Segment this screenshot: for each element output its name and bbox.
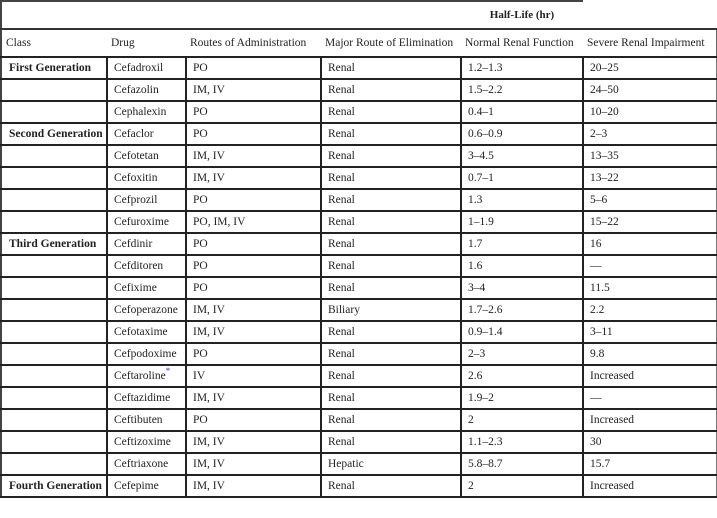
routes-cell-text: PO bbox=[193, 106, 208, 118]
severe-renal-cell-text: 10–20 bbox=[590, 106, 619, 118]
drug-cell bbox=[107, 233, 186, 255]
class-cell bbox=[1, 409, 107, 431]
normal-renal-cell-text: 2–3 bbox=[468, 348, 486, 360]
routes-cell-text: PO, IM, IV bbox=[193, 216, 246, 228]
elimination-cell-text: Renal bbox=[328, 480, 355, 492]
drug-cell-text: Cefadroxil bbox=[114, 62, 164, 74]
normal-renal-cell-text: 0.9–1.4 bbox=[468, 326, 503, 338]
severe-renal-cell-text: 11.5 bbox=[590, 282, 610, 294]
column-header-elimination: Major Route of Elimination bbox=[321, 29, 461, 57]
elimination-cell bbox=[321, 57, 461, 79]
half-life-group-header: Half-Life (hr) bbox=[461, 1, 583, 29]
class-cell bbox=[1, 189, 107, 211]
normal-renal-cell bbox=[461, 79, 583, 101]
normal-renal-cell bbox=[461, 299, 583, 321]
normal-renal-cell bbox=[461, 189, 583, 211]
normal-renal-cell-text: 2 bbox=[468, 480, 474, 492]
drug-cell bbox=[107, 431, 186, 453]
routes-cell bbox=[186, 189, 321, 211]
severe-renal-cell-text: Increased bbox=[590, 370, 635, 382]
drug-cell-text: Ceftibuten bbox=[114, 414, 163, 426]
drug-cell bbox=[107, 79, 186, 101]
drug-cell bbox=[107, 189, 186, 211]
drug-cell bbox=[107, 365, 186, 387]
severe-renal-cell bbox=[583, 189, 717, 211]
table-row bbox=[1, 409, 717, 431]
routes-cell-text: PO bbox=[193, 282, 208, 294]
drug-cell bbox=[107, 475, 186, 497]
elimination-cell-text: Renal bbox=[328, 260, 355, 272]
elimination-cell bbox=[321, 409, 461, 431]
drug-cell bbox=[107, 299, 186, 321]
elimination-cell-text: Renal bbox=[328, 238, 355, 250]
severe-renal-cell-text: 15–22 bbox=[590, 216, 619, 228]
class-cell bbox=[1, 101, 107, 123]
drug-cell bbox=[107, 321, 186, 343]
normal-renal-cell-text: 1.7 bbox=[468, 238, 483, 250]
severe-renal-cell bbox=[583, 409, 717, 431]
elimination-cell bbox=[321, 365, 461, 387]
routes-cell bbox=[186, 431, 321, 453]
drug-cell-text: Cefotaxime bbox=[114, 326, 168, 338]
routes-cell-text: IM, IV bbox=[193, 436, 225, 448]
drug-cell bbox=[107, 255, 186, 277]
normal-renal-cell bbox=[461, 387, 583, 409]
severe-renal-cell-text: 16 bbox=[590, 238, 602, 250]
routes-cell bbox=[186, 321, 321, 343]
drug-cell bbox=[107, 343, 186, 365]
routes-cell bbox=[186, 277, 321, 299]
severe-renal-cell-text: — bbox=[590, 392, 602, 404]
table-row bbox=[1, 79, 717, 101]
routes-cell-text: IM, IV bbox=[193, 326, 225, 338]
routes-cell-text: PO bbox=[193, 348, 208, 360]
table-row bbox=[1, 57, 717, 79]
severe-renal-cell bbox=[583, 123, 717, 145]
elimination-cell-text: Renal bbox=[328, 84, 355, 96]
severe-renal-cell-text: 20–25 bbox=[590, 62, 619, 74]
elimination-cell-text: Renal bbox=[328, 150, 355, 162]
normal-renal-cell bbox=[461, 255, 583, 277]
normal-renal-cell bbox=[461, 409, 583, 431]
routes-cell bbox=[186, 79, 321, 101]
elimination-cell bbox=[321, 475, 461, 497]
drug-cell bbox=[107, 409, 186, 431]
normal-renal-cell bbox=[461, 475, 583, 497]
elimination-cell bbox=[321, 233, 461, 255]
drug-cell-text: Cephalexin bbox=[114, 106, 167, 118]
drug-cell bbox=[107, 57, 186, 79]
severe-renal-cell-text: 9.8 bbox=[590, 348, 605, 360]
elimination-cell bbox=[321, 321, 461, 343]
severe-renal-cell-text: 2–3 bbox=[590, 128, 608, 140]
elimination-cell-text: Renal bbox=[328, 436, 355, 448]
table-row bbox=[1, 299, 717, 321]
column-header-severe-renal: Severe Renal Impairment bbox=[583, 29, 717, 57]
normal-renal-cell bbox=[461, 365, 583, 387]
drug-cell-text: Cefoperazone bbox=[114, 304, 178, 316]
class-cell bbox=[1, 365, 107, 387]
routes-cell bbox=[186, 343, 321, 365]
class-cell bbox=[1, 387, 107, 409]
routes-cell bbox=[186, 233, 321, 255]
elimination-cell-text: Biliary bbox=[328, 304, 360, 316]
normal-renal-cell-text: 2 bbox=[468, 414, 474, 426]
normal-renal-cell bbox=[461, 101, 583, 123]
elimination-cell bbox=[321, 453, 461, 475]
severe-renal-cell bbox=[583, 211, 717, 233]
severe-renal-cell-text: 13–22 bbox=[590, 172, 619, 184]
normal-renal-cell bbox=[461, 211, 583, 233]
severe-renal-cell bbox=[583, 387, 717, 409]
severe-renal-cell-text: 30 bbox=[590, 436, 602, 448]
normal-renal-cell-text: 1.6 bbox=[468, 260, 483, 272]
normal-renal-cell bbox=[461, 145, 583, 167]
severe-renal-cell bbox=[583, 233, 717, 255]
table-row bbox=[1, 101, 717, 123]
drug-cell-text: Cefixime bbox=[114, 282, 157, 294]
elimination-cell bbox=[321, 101, 461, 123]
routes-cell bbox=[186, 365, 321, 387]
elimination-cell-text: Hepatic bbox=[328, 458, 364, 470]
normal-renal-cell bbox=[461, 277, 583, 299]
class-cell bbox=[1, 431, 107, 453]
table-row bbox=[1, 255, 717, 277]
class-cell bbox=[1, 123, 107, 145]
group-header-blank bbox=[1, 1, 461, 29]
elimination-cell-text: Renal bbox=[328, 348, 355, 360]
routes-cell-text: IM, IV bbox=[193, 458, 225, 470]
elimination-cell-text: Renal bbox=[328, 172, 355, 184]
normal-renal-cell bbox=[461, 123, 583, 145]
drug-cell bbox=[107, 167, 186, 189]
table-row bbox=[1, 211, 717, 233]
class-cell bbox=[1, 145, 107, 167]
class-cell-text: Second Generation bbox=[9, 128, 103, 140]
class-cell bbox=[1, 211, 107, 233]
normal-renal-cell-text: 2.6 bbox=[468, 370, 483, 382]
drug-cell-text: Cefaclor bbox=[114, 128, 154, 140]
routes-cell-text: IM, IV bbox=[193, 172, 225, 184]
elimination-cell-text: Renal bbox=[328, 282, 355, 294]
elimination-cell bbox=[321, 387, 461, 409]
normal-renal-cell bbox=[461, 321, 583, 343]
routes-cell-text: PO bbox=[193, 128, 208, 140]
routes-cell-text: PO bbox=[193, 238, 208, 250]
routes-cell-text: PO bbox=[193, 414, 208, 426]
normal-renal-cell-text: 0.6–0.9 bbox=[468, 128, 503, 140]
elimination-cell bbox=[321, 123, 461, 145]
drug-cell-text: Ceftriaxone bbox=[114, 458, 169, 470]
drug-cell bbox=[107, 453, 186, 475]
class-cell bbox=[1, 255, 107, 277]
elimination-cell bbox=[321, 79, 461, 101]
routes-cell bbox=[186, 387, 321, 409]
footnote-marker[interactable]: * bbox=[165, 366, 171, 377]
severe-renal-cell bbox=[583, 453, 717, 475]
group-header-row bbox=[1, 1, 717, 29]
routes-cell-text: IM, IV bbox=[193, 304, 225, 316]
normal-renal-cell-text: 1.3 bbox=[468, 194, 483, 206]
table-row bbox=[1, 233, 717, 255]
class-cell bbox=[1, 475, 107, 497]
routes-cell-text: IV bbox=[193, 370, 206, 382]
routes-cell bbox=[186, 145, 321, 167]
elimination-cell bbox=[321, 343, 461, 365]
severe-renal-cell-text: 2.2 bbox=[590, 304, 605, 316]
drug-cell-text: Cefotetan bbox=[114, 150, 159, 162]
severe-renal-cell-text: Increased bbox=[590, 414, 635, 426]
routes-cell bbox=[186, 475, 321, 497]
normal-renal-cell bbox=[461, 57, 583, 79]
normal-renal-cell-text: 3–4.5 bbox=[468, 150, 494, 162]
routes-cell bbox=[186, 409, 321, 431]
severe-renal-cell-text: Increased bbox=[590, 480, 635, 492]
drug-cell bbox=[107, 387, 186, 409]
severe-renal-cell bbox=[583, 365, 717, 387]
routes-cell bbox=[186, 167, 321, 189]
elimination-cell-text: Renal bbox=[328, 370, 355, 382]
class-cell-text: Fourth Generation bbox=[9, 480, 102, 492]
drug-cell bbox=[107, 123, 186, 145]
column-header-routes: Routes of Administration bbox=[186, 29, 321, 57]
class-cell bbox=[1, 79, 107, 101]
drug-cell bbox=[107, 101, 186, 123]
table-row bbox=[1, 431, 717, 453]
drug-cell-text: Ceftizoxime bbox=[114, 436, 171, 448]
normal-renal-cell-text: 1–1.9 bbox=[468, 216, 494, 228]
normal-renal-cell-text: 5.8–8.7 bbox=[468, 458, 503, 470]
drug-cell-text: Cefepime bbox=[114, 480, 159, 492]
severe-renal-cell bbox=[583, 79, 717, 101]
elimination-cell bbox=[321, 255, 461, 277]
elimination-cell-text: Renal bbox=[328, 216, 355, 228]
normal-renal-cell bbox=[461, 167, 583, 189]
drug-cell bbox=[107, 211, 186, 233]
severe-renal-cell bbox=[583, 299, 717, 321]
routes-cell-text: PO bbox=[193, 62, 208, 74]
routes-cell-text: PO bbox=[193, 260, 208, 272]
class-cell bbox=[1, 167, 107, 189]
normal-renal-cell-text: 1.1–2.3 bbox=[468, 436, 503, 448]
elimination-cell-text: Renal bbox=[328, 414, 355, 426]
drug-cell-text: Cefoxitin bbox=[114, 172, 158, 184]
class-cell bbox=[1, 453, 107, 475]
normal-renal-cell-text: 1.5–2.2 bbox=[468, 84, 503, 96]
elimination-cell-text: Renal bbox=[328, 128, 355, 140]
routes-cell bbox=[186, 123, 321, 145]
drug-cell-text: Cefuroxime bbox=[114, 216, 169, 228]
drug-cell bbox=[107, 277, 186, 299]
drug-cell-text: Cefdinir bbox=[114, 238, 153, 250]
class-cell bbox=[1, 321, 107, 343]
table-row bbox=[1, 475, 717, 497]
elimination-cell bbox=[321, 431, 461, 453]
severe-renal-cell-text: 13–35 bbox=[590, 150, 619, 162]
class-cell bbox=[1, 57, 107, 79]
routes-cell-text: IM, IV bbox=[193, 84, 225, 96]
routes-cell-text: IM, IV bbox=[193, 480, 225, 492]
table-row bbox=[1, 387, 717, 409]
class-cell bbox=[1, 299, 107, 321]
class-cell-text: First Generation bbox=[9, 62, 92, 74]
elimination-cell-text: Renal bbox=[328, 392, 355, 404]
normal-renal-cell bbox=[461, 233, 583, 255]
table-row bbox=[1, 123, 717, 145]
elimination-cell bbox=[321, 299, 461, 321]
table-row bbox=[1, 277, 717, 299]
drug-cell bbox=[107, 145, 186, 167]
normal-renal-cell-text: 0.7–1 bbox=[468, 172, 494, 184]
normal-renal-cell-text: 1.7–2.6 bbox=[468, 304, 503, 316]
column-header-class: Class bbox=[1, 29, 107, 57]
severe-renal-cell-text: 5–6 bbox=[590, 194, 608, 206]
normal-renal-cell bbox=[461, 431, 583, 453]
routes-cell bbox=[186, 211, 321, 233]
severe-renal-cell bbox=[583, 57, 717, 79]
table-row bbox=[1, 189, 717, 211]
routes-cell bbox=[186, 101, 321, 123]
severe-renal-cell bbox=[583, 167, 717, 189]
column-header-drug: Drug bbox=[107, 29, 186, 57]
normal-renal-cell-text: 3–4 bbox=[468, 282, 486, 294]
severe-renal-cell-text: — bbox=[590, 260, 602, 272]
routes-cell-text: IM, IV bbox=[193, 150, 225, 162]
elimination-cell-text: Renal bbox=[328, 106, 355, 118]
normal-renal-cell bbox=[461, 343, 583, 365]
normal-renal-cell-text: 0.4–1 bbox=[468, 106, 494, 118]
severe-renal-cell bbox=[583, 145, 717, 167]
table-row bbox=[1, 145, 717, 167]
elimination-cell bbox=[321, 277, 461, 299]
class-cell-text: Third Generation bbox=[9, 238, 97, 250]
routes-cell-text: PO bbox=[193, 194, 208, 206]
class-cell bbox=[1, 233, 107, 255]
drug-cell-text: Cefpodoxime bbox=[114, 348, 177, 360]
column-header-normal-renal: Normal Renal Function bbox=[461, 29, 583, 57]
elimination-cell bbox=[321, 189, 461, 211]
severe-renal-cell-text: 24–50 bbox=[590, 84, 619, 96]
severe-renal-cell bbox=[583, 475, 717, 497]
normal-renal-cell-text: 1.9–2 bbox=[468, 392, 494, 404]
severe-renal-cell bbox=[583, 277, 717, 299]
severe-renal-cell bbox=[583, 343, 717, 365]
drug-cell-text: Cefazolin bbox=[114, 84, 159, 96]
routes-cell bbox=[186, 453, 321, 475]
routes-cell bbox=[186, 57, 321, 79]
table-body bbox=[1, 57, 717, 497]
routes-cell-text: IM, IV bbox=[193, 392, 225, 404]
group-header-blank-right bbox=[583, 1, 717, 29]
class-cell bbox=[1, 277, 107, 299]
severe-renal-cell bbox=[583, 255, 717, 277]
severe-renal-cell bbox=[583, 101, 717, 123]
table-row bbox=[1, 343, 717, 365]
table-row bbox=[1, 167, 717, 189]
table-row bbox=[1, 365, 717, 387]
routes-cell bbox=[186, 299, 321, 321]
normal-renal-cell-text: 1.2–1.3 bbox=[468, 62, 503, 74]
elimination-cell-text: Renal bbox=[328, 326, 355, 338]
drug-cell-text: Ceftazidime bbox=[114, 392, 171, 404]
routes-cell bbox=[186, 255, 321, 277]
column-header-row bbox=[1, 29, 717, 57]
elimination-cell-text: Renal bbox=[328, 62, 355, 74]
drug-cell-text: Cefprozil bbox=[114, 194, 158, 206]
elimination-cell-text: Renal bbox=[328, 194, 355, 206]
severe-renal-cell-text: 3–11 bbox=[590, 326, 613, 338]
normal-renal-cell bbox=[461, 453, 583, 475]
elimination-cell bbox=[321, 211, 461, 233]
severe-renal-cell-text: 15.7 bbox=[590, 458, 611, 470]
elimination-cell bbox=[321, 167, 461, 189]
drug-cell-text: Ceftaroline bbox=[114, 370, 166, 382]
class-cell bbox=[1, 343, 107, 365]
table-row bbox=[1, 321, 717, 343]
elimination-cell bbox=[321, 145, 461, 167]
drug-cell-text: Cefditoren bbox=[114, 260, 164, 272]
severe-renal-cell bbox=[583, 431, 717, 453]
severe-renal-cell bbox=[583, 321, 717, 343]
table-row bbox=[1, 453, 717, 475]
